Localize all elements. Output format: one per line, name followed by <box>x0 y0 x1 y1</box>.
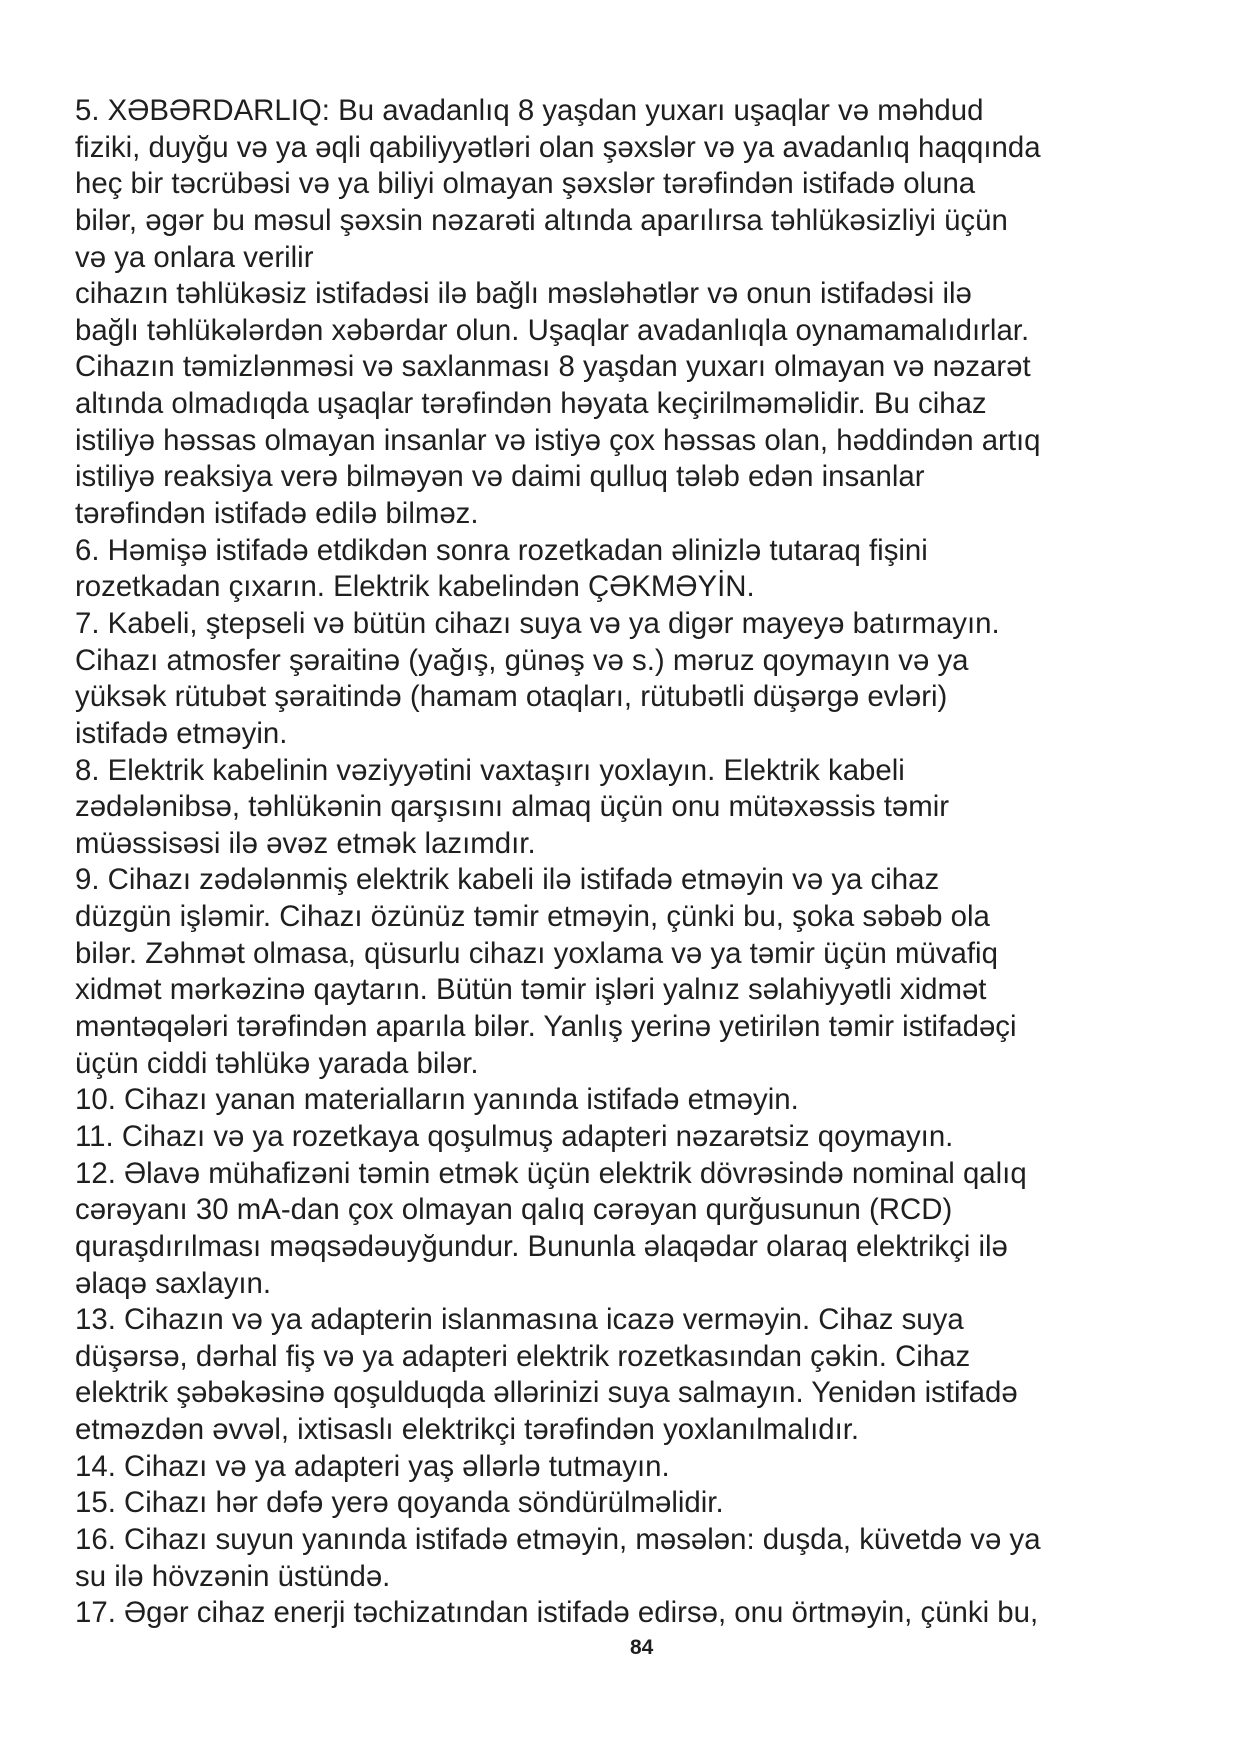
text-line: cihazın təhlükəsiz istifadəsi ilə bağlı məsləhətlər və onun istifadəsi ilə <box>75 277 972 311</box>
text-line: 15. Cihazı hər dəfə yerə qoyanda söndürülməlidir. <box>75 1486 724 1520</box>
text-line: müəssisəsi ilə əvəz etmək lazımdır. <box>75 826 536 860</box>
text-line: rozetkadan çıxarın. Elektrik kabelindən ÇƏKMƏYİN. <box>75 570 755 604</box>
text-line: tərəfindən istifadə edilə bilməz. <box>75 497 479 531</box>
text-line: 12. Əlavə mühafizəni təmin etmək üçün elektrik dövrəsində nominal qalıq <box>75 1156 1027 1190</box>
text-line: 5. XƏBƏRDARLIQ: Bu avadanlıq 8 yaşdan yuxarı uşaqlar və məhdud <box>75 94 984 127</box>
text-line: bilər. Zəhmət olmasa, qüsurlu cihazı yoxlama və ya təmir üçün müvafiq <box>75 936 998 970</box>
text-line: 7. Kabeli, ştepseli və bütün cihazı suya və ya digər mayeyə batırmayın. <box>75 606 1000 640</box>
text-line: bağlı təhlükələrdən xəbərdar olun. Uşaqlar avadanlıqla oynamamalıdırlar. <box>75 313 1030 347</box>
text-line: zədələnibsə, təhlükənin qarşısını almaq üçün onu mütəxəssis təmir <box>75 790 950 824</box>
text-line: Cihazı atmosfer şəraitinə (yağış, günəş və s.) məruz qoymayın və ya <box>75 643 969 677</box>
text-line: istiliyə həssas olmayan insanlar və istiyə çox həssas olan, həddindən artıq <box>75 423 1041 457</box>
text-line: istifadə etməyin. <box>75 716 288 750</box>
instructions-text <box>75 93 1195 1632</box>
page-number: 84 <box>630 1636 654 1659</box>
text-line: düzgün işləmir. Cihazı özünüz təmir etməyin, çünki bu, şoka səbəb ola <box>75 900 990 934</box>
text-line: etməzdən əvvəl, ixtisaslı elektrikçi tərəfindən yoxlanılmalıdır. <box>75 1413 860 1447</box>
text-line: 17. Əgər cihaz enerji təchizatından istifadə edirsə, onu örtməyin, çünki bu, <box>75 1596 1039 1630</box>
text-line: 16. Cihazı suyun yanında istifadə etməyin, məsələn: duşda, küvetdə və ya <box>75 1522 1041 1556</box>
text-line: 8. Elektrik kabelinin vəziyyətini vaxtaşırı yoxlayın. Elektrik kabeli <box>75 753 905 787</box>
text-line: 6. Həmişə istifadə etdikdən sonra rozetkadan əlinizlə tutaraq fişini <box>75 533 928 567</box>
text-line: istiliyə reaksiya verə bilməyən və daimi qulluq tələb edən insanlar <box>75 460 925 494</box>
text-line: su ilə hövzənin üstündə. <box>75 1559 391 1593</box>
text-line: quraşdırılması məqsədəuyğundur. Bununla əlaqədar olaraq elektrikçi ilə <box>75 1229 1008 1263</box>
text-line: 13. Cihazın və ya adapterin islanmasına icazə verməyin. Cihaz suya <box>75 1303 964 1337</box>
text-line: düşərsə, dərhal fiş və ya adapteri elektrik rozetkasından çəkin. Cihaz <box>75 1339 971 1373</box>
text-line: 9. Cihazı zədələnmiş elektrik kabeli ilə istifadə etməyin və ya cihaz <box>75 863 940 897</box>
text-line: 11. Cihazı və ya rozetkaya qoşulmuş adapteri nəzarətsiz qoymayın. <box>75 1119 954 1153</box>
text-line: və ya onlara verilir <box>75 240 314 274</box>
text-line: heç bir təcrübəsi və ya biliyi olmayan şəxslər tərəfindən istifadə oluna <box>75 167 976 201</box>
text-line: Cihazın təmizlənməsi və saxlanması 8 yaşdan yuxarı olmayan və nəzarət <box>75 350 1031 384</box>
text-line: elektrik şəbəkəsinə qoşulduqda əllərinizi suya salmayın. Yenidən istifadə <box>75 1376 1018 1410</box>
text-line: əlaqə saxlayın. <box>75 1266 272 1300</box>
text-line: cərəyanı 30 mA-dan çox olmayan qalıq cərəyan qurğusunun (RCD) <box>75 1193 953 1227</box>
text-line: bilər, əgər bu məsul şəxsin nəzarəti altında aparılırsa təhlükəsizliyi üçün <box>75 203 1008 237</box>
text-line: 10. Cihazı yanan materialların yanında istifadə etməyin. <box>75 1083 799 1117</box>
text-line: məntəqələri tərəfindən aparıla bilər. Yanlış yerinə yetirilən təmir istifadəçi <box>75 1010 1017 1044</box>
text-line: xidmət mərkəzinə qaytarın. Bütün təmir işləri yalnız səlahiyyətli xidmət <box>75 973 987 1007</box>
text-line: altında olmadıqda uşaqlar tərəfindən həyata keçirilməməlidir. Bu cihaz <box>75 387 987 421</box>
text-line: fiziki, duyğu və ya əqli qabiliyyətləri olan şəxslər və ya avadanlıq haqqında <box>75 130 1041 164</box>
text-line: 14. Cihazı və ya adapteri yaş əllərlə tutmayın. <box>75 1449 670 1483</box>
text-line: yüksək rütubət şəraitində (hamam otaqları, rütubətli düşərgə evləri) <box>75 680 948 714</box>
text-line: üçün ciddi təhlükə yarada bilər. <box>75 1046 479 1080</box>
